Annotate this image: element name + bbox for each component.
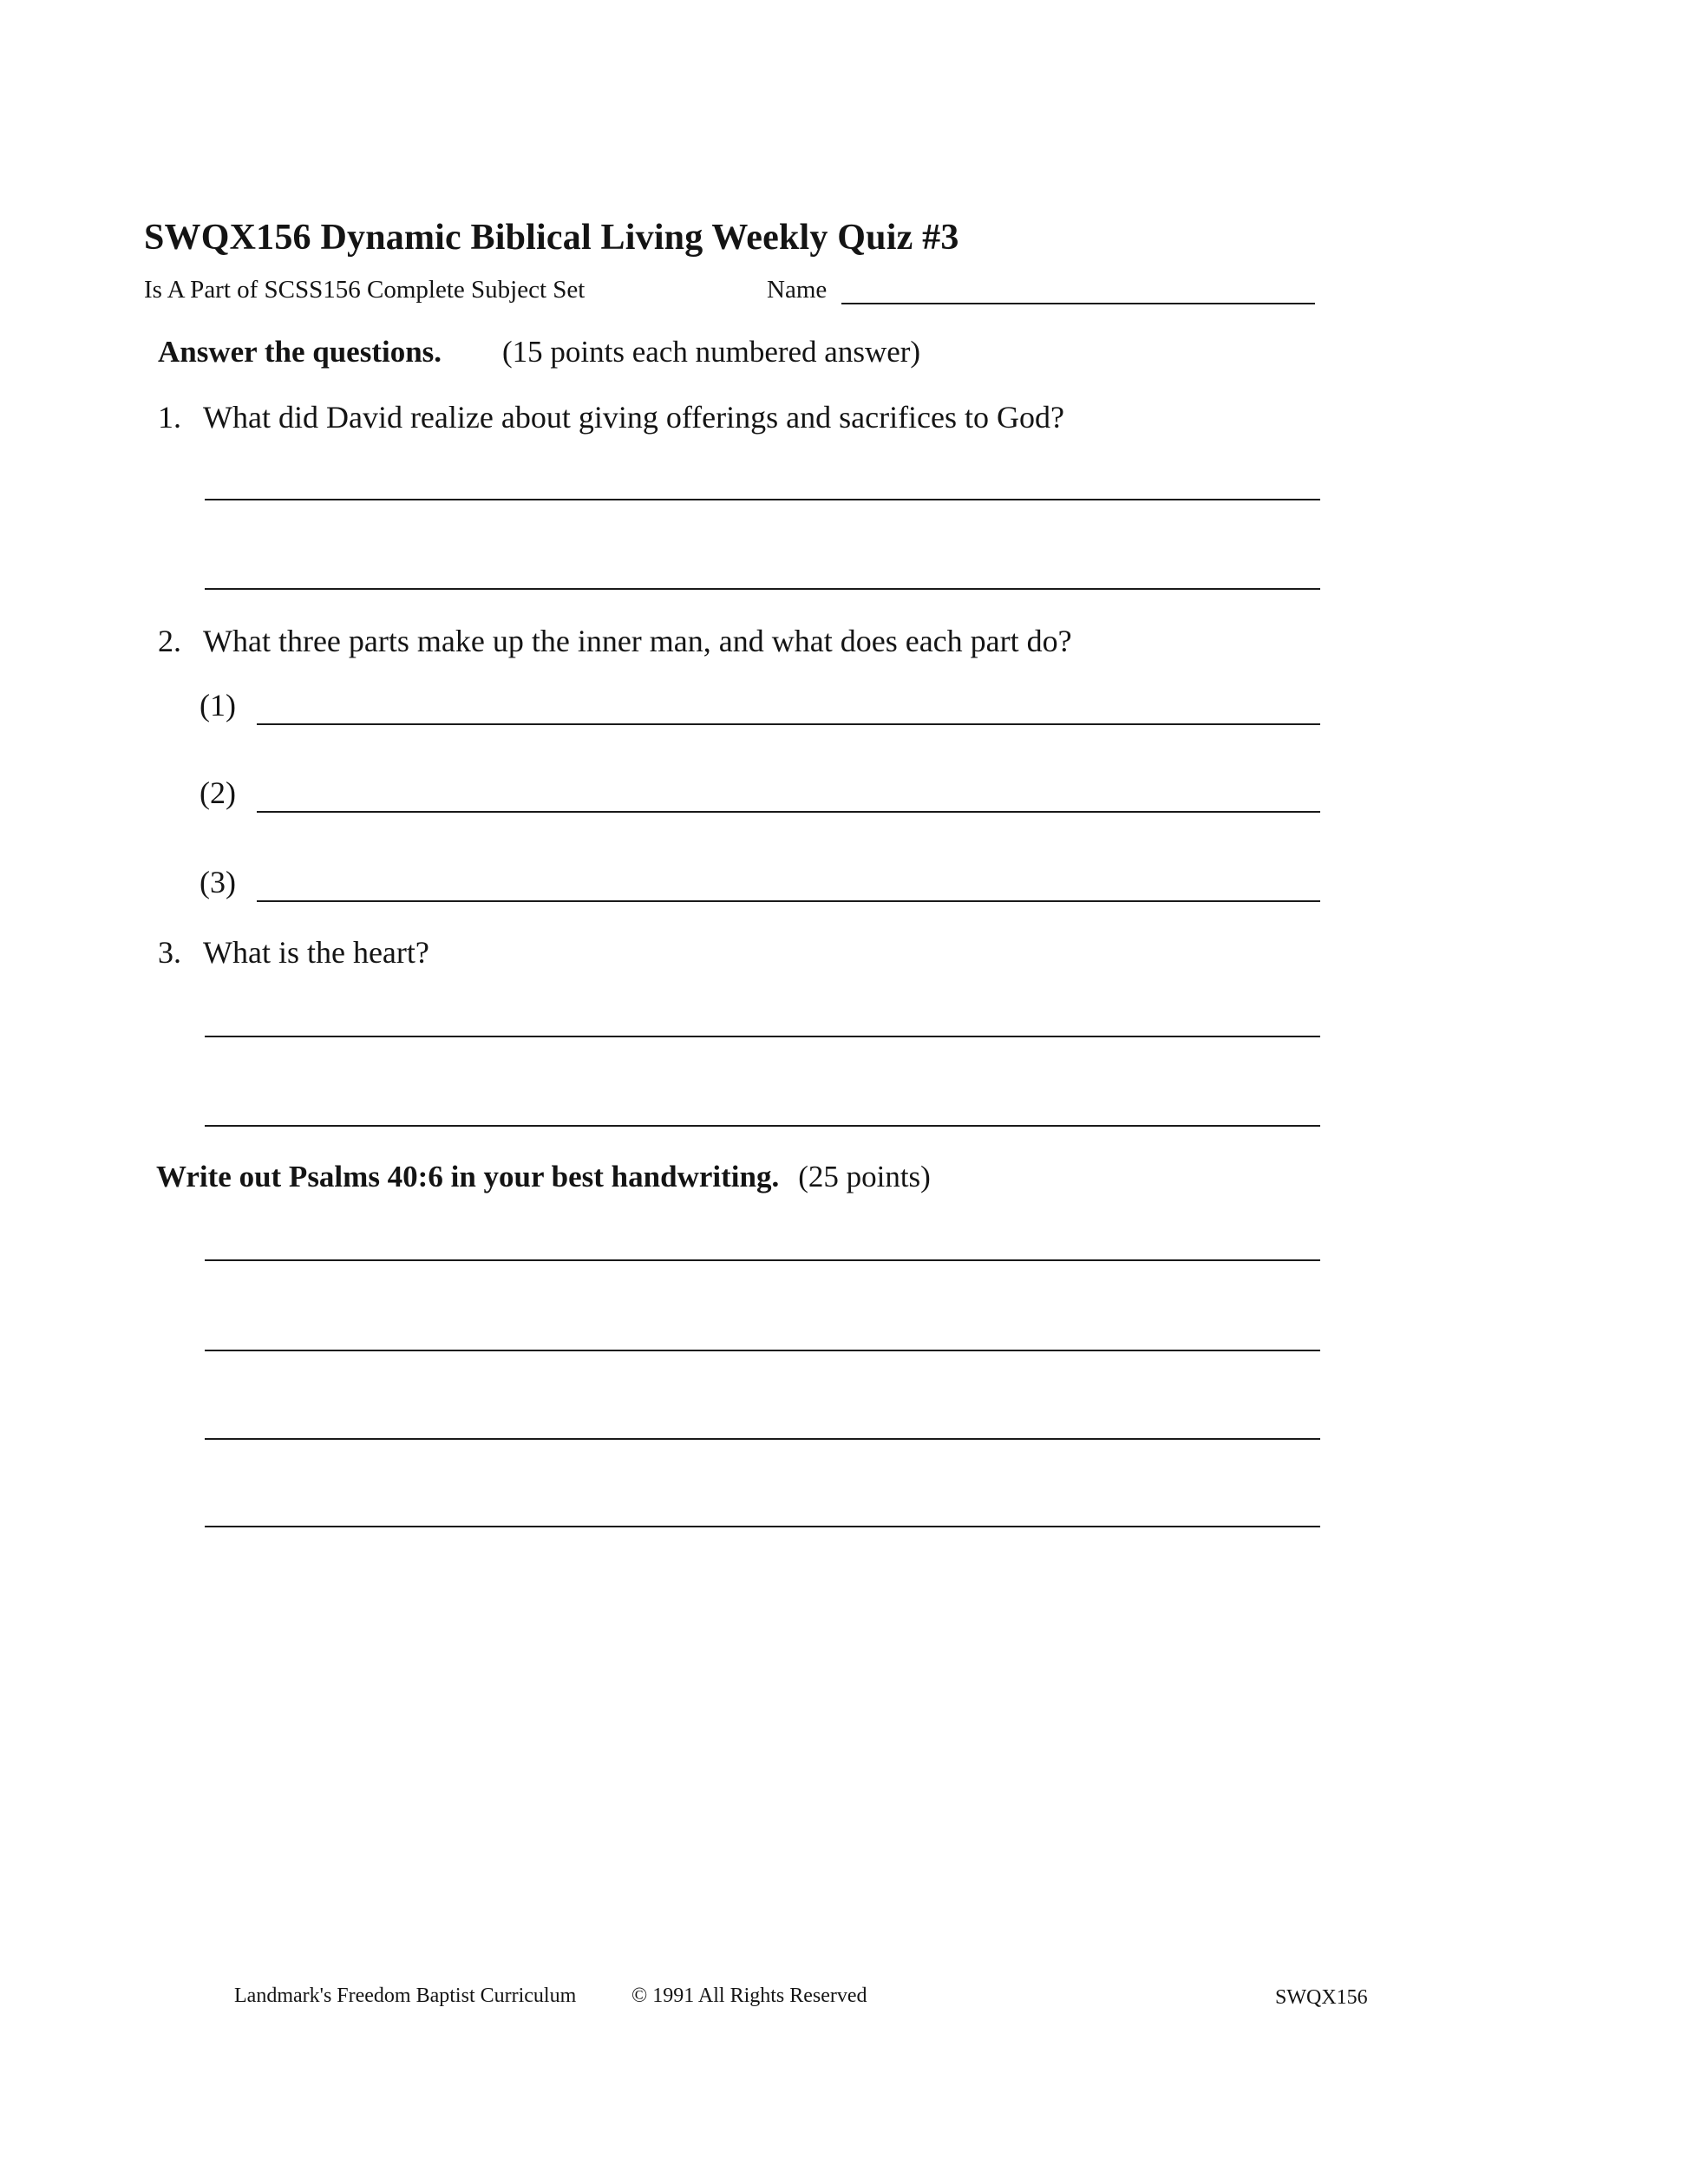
question-number: 1. xyxy=(158,400,181,435)
answer-line-q1-1[interactable] xyxy=(205,499,1320,500)
memory-verse-instructions xyxy=(156,1160,931,1194)
memory-verse-points: (25 points) xyxy=(798,1160,931,1193)
footer-curriculum: Landmark's Freedom Baptist Curriculum xyxy=(234,1985,577,2007)
handwriting-line-4[interactable] xyxy=(205,1526,1320,1527)
handwriting-line-2[interactable] xyxy=(205,1350,1320,1351)
part-label-2: (2) xyxy=(200,775,236,810)
part-label-3: (3) xyxy=(200,865,236,899)
question-text: What did David realize about giving offerings and sacrifices to God? xyxy=(203,400,1065,435)
question-2 xyxy=(158,623,1072,659)
footer-code: SWQX156 xyxy=(1275,1986,1368,2009)
question-text: What is the heart? xyxy=(203,935,429,970)
answer-line-q3-2[interactable] xyxy=(205,1125,1320,1127)
subject-set-note: Is A Part of SCSS156 Complete Subject Set xyxy=(144,276,586,304)
name-label: Name xyxy=(767,276,828,304)
question-text: What three parts make up the inner man, and what does each part do? xyxy=(203,624,1072,658)
question-3 xyxy=(158,934,429,971)
instructions-points: (15 points each numbered answer) xyxy=(502,335,921,369)
question-1 xyxy=(158,399,1064,435)
question-number: 2. xyxy=(158,624,181,658)
handwriting-line-1[interactable] xyxy=(205,1259,1320,1261)
instructions-text: Answer the questions. xyxy=(158,335,442,369)
handwriting-line-3[interactable] xyxy=(205,1438,1320,1440)
part-label-1: (1) xyxy=(200,688,236,723)
instructions xyxy=(158,335,920,369)
question-number: 3. xyxy=(158,935,181,970)
answer-line-q3-1[interactable] xyxy=(205,1036,1320,1037)
answer-line-q2-part3[interactable] xyxy=(257,900,1320,902)
memory-verse-text: Write out Psalms 40:6 in your best handwriting. xyxy=(156,1160,780,1193)
footer-copyright: © 1991 All Rights Reserved xyxy=(631,1985,867,2007)
name-field[interactable] xyxy=(841,303,1315,304)
answer-line-q1-2[interactable] xyxy=(205,588,1320,590)
answer-line-q2-part1[interactable] xyxy=(257,723,1320,725)
answer-line-q2-part2[interactable] xyxy=(257,811,1320,813)
quiz-title: SWQX156 Dynamic Biblical Living Weekly Quiz #3 xyxy=(144,218,959,258)
